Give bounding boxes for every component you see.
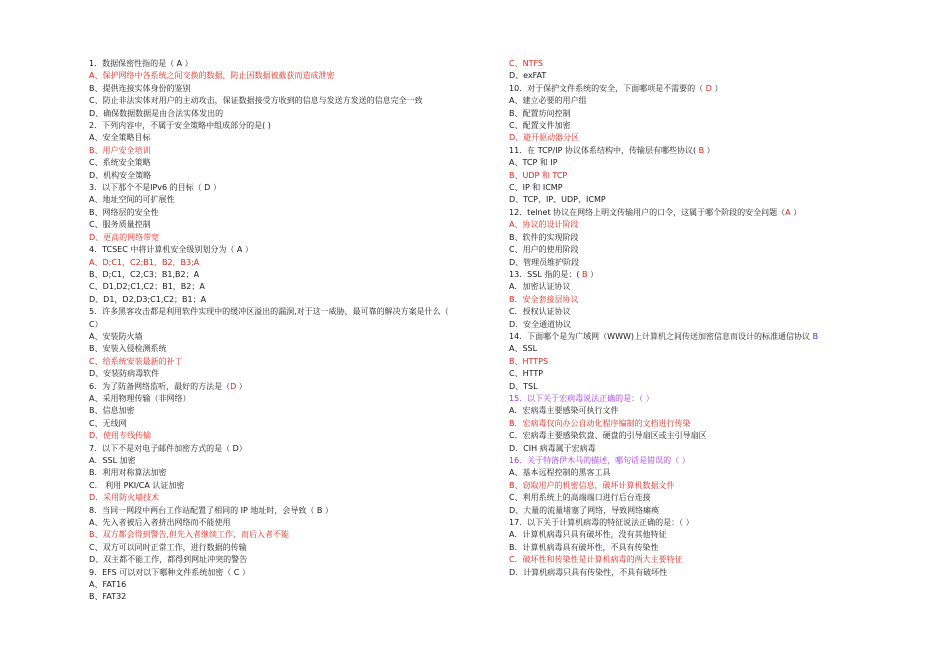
left-text-line: B、D;C1，C2,C3；B1,B2；A bbox=[89, 269, 200, 279]
left-text-line: 9．EFS 可以对以下哪种文件系统加密（ C ） bbox=[89, 567, 250, 577]
right-text-line: B、HTTPS bbox=[509, 356, 549, 366]
right-column bbox=[509, 58, 909, 579]
right-text-line: 14．下面哪个是为广域网（WWW)上计算机之间传送加密信息而设计的标准通信协议 B bbox=[509, 331, 819, 341]
left-text-line: C、服务质量控制 bbox=[89, 220, 151, 230]
left-text-line: A、安装防火墙 bbox=[89, 331, 143, 341]
right-text-line: 15．以下关于宏病毒说法正确的是：（ ） bbox=[509, 393, 654, 403]
right-text-line: C．宏病毒主要感染软盘、硬盘的引导扇区或主引导扇区 bbox=[509, 431, 707, 441]
left-text-line: A、D;C1，C2;B1，B2，B3;A bbox=[89, 257, 200, 267]
left-text-line: C、系统安全策略 bbox=[89, 158, 151, 168]
left-text-line: D、使用专线传输 bbox=[89, 431, 152, 441]
left-text-line: A、地址空间的可扩展性 bbox=[89, 195, 175, 205]
right-text-line: D．安全通道协议 bbox=[509, 319, 572, 329]
right-text-line: B、配置坊问控制 bbox=[509, 108, 571, 118]
left-text-line: C． 利用 PKI/CA 认证加密 bbox=[89, 480, 185, 490]
left-text-line: D、安装防病毒软件 bbox=[89, 369, 160, 379]
answer-letter: D bbox=[230, 381, 237, 391]
right-text-line: B、窃取用户的机密信息，破坏计算机数据文件 bbox=[509, 480, 675, 490]
right-text-line: B．安全套接层协议 bbox=[509, 294, 579, 304]
right-text-line: B．计算机病毒具有破坏性，不具有传染性 bbox=[509, 542, 659, 552]
right-text-line: D、exFAT bbox=[509, 71, 547, 81]
left-text-line: A、安全策略目标 bbox=[89, 133, 151, 143]
right-text-line: D、TSL bbox=[509, 381, 538, 391]
left-text-line: B、双方都会得到警告,但先入者继续工作，而后入者不能 bbox=[89, 530, 290, 540]
right-text-line: D、TCP、IP、UDP、ICMP bbox=[509, 195, 606, 205]
right-text-line: A、TCP 和 IP bbox=[509, 158, 558, 168]
left-text-line: A、FAT16 bbox=[89, 580, 127, 590]
left-text-line: B、FAT32 bbox=[89, 592, 127, 602]
answer-letter: B bbox=[698, 145, 705, 155]
right-text-line: 13．SSL 指的是：( B ） bbox=[509, 269, 599, 279]
left-text-line: C、双方可以同时正常工作，进行数据的传输 bbox=[89, 542, 247, 552]
right-text-line: B．宏病毒仅向办公自动化程序编制的文档进行传染 bbox=[509, 418, 691, 428]
left-text-line: B、网络层的安全性 bbox=[89, 207, 159, 217]
right-text-line: A、SSL bbox=[509, 344, 538, 354]
left-text-line: D、D1，D2,D3;C1,C2；B1；A bbox=[89, 294, 207, 304]
left-text-line: 4．TCSEC 中将计算机安全级别划分为（ A ） bbox=[89, 245, 253, 255]
left-text-line: A、保护网络中各系统之间交换的数据，防止因数据被截获而造成泄密 bbox=[89, 71, 335, 81]
left-text-line: C） bbox=[89, 319, 103, 329]
left-text-line: 3．以下那个不是IPv6 的目标（ D ） bbox=[89, 183, 221, 193]
right-text-line: C、利用系统上的高端端口进行后台连接 bbox=[509, 493, 651, 503]
left-text-line: 7．以下不是对电子邮件加密方式的是（ D） bbox=[89, 443, 247, 453]
left-text-line: 2．下列内容中，不属于安全策略中组成部分的是( ) bbox=[89, 121, 271, 131]
right-text-line: A、建立必要的用户组 bbox=[509, 96, 587, 106]
left-column bbox=[89, 58, 484, 604]
right-text-line: 10．对于保护文件系统的安全，下面哪项是不需要的（ D ） bbox=[509, 83, 723, 93]
answer-letter: B bbox=[582, 269, 588, 279]
right-text-line: D、避开驱动器分区 bbox=[509, 133, 580, 143]
left-text-line: D、机构安全策略 bbox=[89, 170, 152, 180]
left-text-line: D、更高的网络带宽 bbox=[89, 232, 160, 242]
right-text-line: C、配置文件加密 bbox=[509, 121, 571, 131]
right-text-line: 16．关于特洛伊木马的描述，哪句话是错误的（ ） bbox=[509, 456, 690, 465]
left-text-line: B、安装入侵检测系统 bbox=[89, 344, 167, 354]
left-text-line: B、提供连接实体身份的鉴别 bbox=[89, 83, 191, 93]
left-text-line: A、采用物理传输（非网络） bbox=[89, 393, 191, 403]
left-text-line: 8．当同一网段中两台工作站配置了相同的 IP 地址时，会导致（ B ） bbox=[89, 505, 333, 515]
left-text-line: D、确保数据数据是由合法实体发出的 bbox=[89, 108, 224, 118]
left-text-line: 6．为了防备网络监听，最好的方法是（D ） bbox=[89, 381, 247, 391]
left-text-line: 5．许多黑客攻击都是利用软件实现中的缓冲区溢出的漏洞,对于这一威胁，最可靠的解决方案是什么（ bbox=[89, 307, 449, 317]
answer-letter: A bbox=[785, 207, 791, 217]
left-text-line: D、双主都不能工作，都得到网址冲突的警告 bbox=[89, 555, 248, 565]
left-text-line: A、先入者被后入者挤出网络而不能使用 bbox=[89, 518, 231, 528]
answer-letter: B bbox=[812, 331, 819, 341]
right-text-line: A．计算机病毒只具有破坏性，没有其他特征 bbox=[509, 530, 667, 540]
right-text-line: A．宏病毒主要感染可执行文件 bbox=[509, 406, 619, 416]
right-text-line: D．计算机病毒只具有传染性，不具有破坏性 bbox=[509, 567, 668, 577]
left-text-line: B、信息加密 bbox=[89, 406, 135, 416]
left-text-line: C、给系统安装最新的补丁 bbox=[89, 356, 183, 366]
right-text-line: 17．以下关于计算机病毒的特征说法正确的是：（ ） bbox=[509, 518, 694, 528]
right-text-line: D、管理员维护阶段 bbox=[509, 257, 580, 267]
right-text-line: B、软件的实现阶段 bbox=[509, 232, 579, 242]
left-text-line: B、用户安全培训 bbox=[89, 145, 151, 155]
right-text-line: C、NTFS bbox=[509, 59, 543, 68]
right-text-line: B、UDP 和 TCP bbox=[509, 170, 568, 180]
left-text-line: D．采用防火墙技术 bbox=[89, 493, 160, 503]
right-text-line: C、用户的使用阶段 bbox=[509, 245, 579, 255]
right-text-line: C．破坏性和传染性是计算机病毒的两大主要特征 bbox=[509, 555, 683, 565]
right-text-line: C、IP 和 ICMP bbox=[509, 183, 563, 193]
right-text-line: D．CIH 病毒属于宏病毒 bbox=[509, 443, 596, 453]
right-text-line: A．加密认证协议 bbox=[509, 282, 571, 292]
right-text-line: A、基本远程控制的黑客工具 bbox=[509, 468, 611, 478]
right-text-line: A、协议的设计阶段 bbox=[509, 220, 579, 230]
answer-letter: D bbox=[705, 83, 712, 93]
right-text-line: C、HTTP bbox=[509, 369, 544, 379]
left-text-line: 1．数据保密性指的是（ A ） bbox=[89, 59, 193, 68]
right-text-line: C．授权认证协议 bbox=[509, 307, 571, 317]
left-text-line: C、D1,D2;C1,C2；B1，B2；A bbox=[89, 282, 205, 292]
right-text-line: 12．telnet 协议在网络上明文传输用户的口令，这属于哪个阶段的安全问题（A ） bbox=[509, 207, 802, 217]
right-text-line: D、大量的流量堵塞了网络，导致网络瘫痪 bbox=[509, 505, 660, 515]
left-text-line: C、防止非法实体对用户的主动攻击，保证数据接受方收到的信息与发送方发送的信息完全一致 bbox=[89, 96, 423, 106]
left-text-line: A．SSL 加密 bbox=[89, 456, 136, 465]
right-text-line: 11．在 TCP/IP 协议体系结构中，传输层有哪些协议( B ） bbox=[509, 145, 715, 155]
left-text-line: B．利用对称算法加密 bbox=[89, 468, 167, 478]
left-text-line: C、无线网 bbox=[89, 418, 127, 428]
